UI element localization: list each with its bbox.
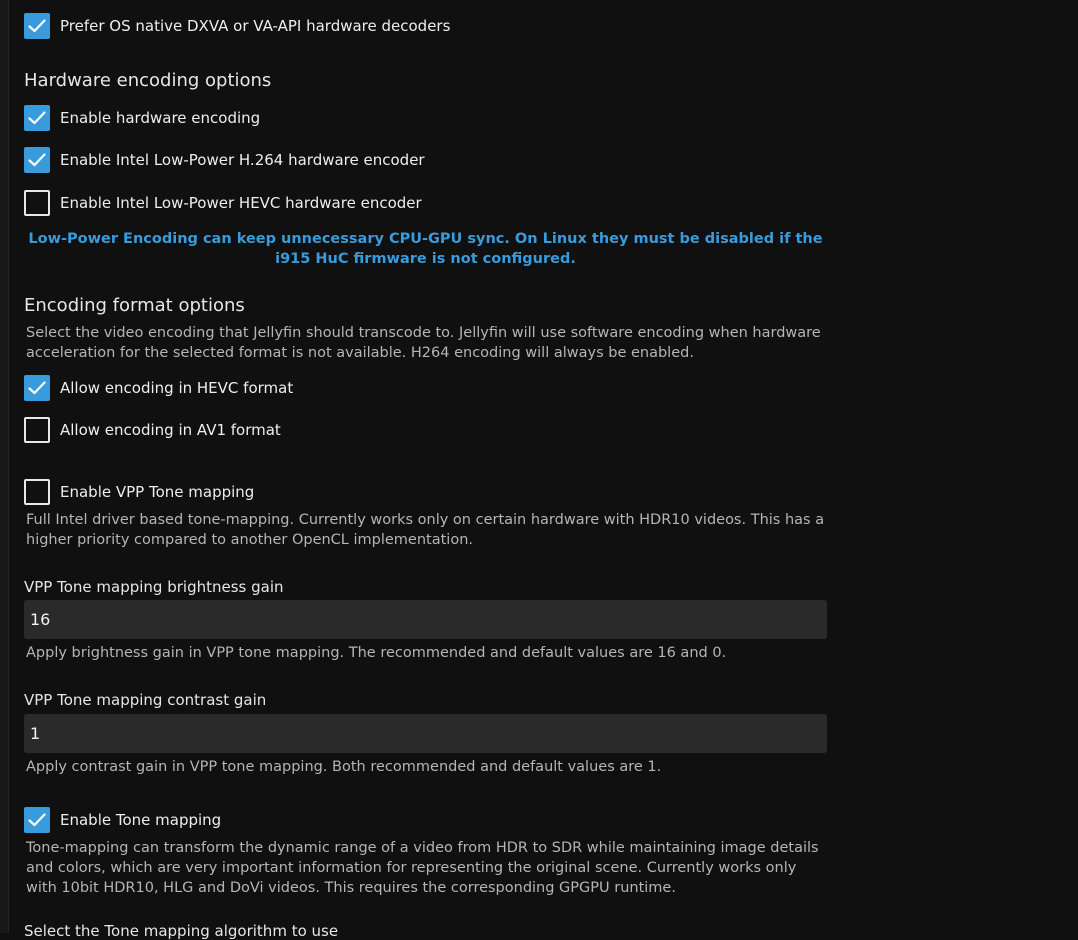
intel-lp-hevc-checkbox[interactable] bbox=[24, 190, 50, 216]
checkmark-icon bbox=[28, 19, 46, 33]
vpp-contrast-gain-input[interactable] bbox=[24, 714, 827, 753]
vpp-tone-mapping-row[interactable] bbox=[24, 478, 254, 506]
tone-mapping-checkbox[interactable] bbox=[24, 807, 50, 833]
tone-mapping-row[interactable] bbox=[24, 806, 221, 834]
allow-hevc-row[interactable] bbox=[24, 374, 293, 402]
intel-lp-hevc-row[interactable] bbox=[24, 189, 422, 217]
hardware-encoding-title: Hardware encoding options bbox=[24, 70, 272, 91]
checkmark-icon bbox=[28, 813, 46, 827]
checkmark-icon bbox=[28, 153, 46, 167]
prefer-native-decoders-checkbox[interactable] bbox=[24, 13, 50, 39]
left-scroll-edge bbox=[0, 0, 9, 933]
allow-av1-checkbox[interactable] bbox=[24, 417, 50, 443]
intel-lp-h264-label: Enable Intel Low-Power H.264 hardware encoder bbox=[60, 151, 425, 169]
intel-lp-h264-row[interactable] bbox=[24, 146, 425, 174]
prefer-native-decoders-row[interactable] bbox=[24, 12, 450, 40]
tone-mapping-algorithm-label: Select the Tone mapping algorithm to use bbox=[24, 922, 339, 940]
encoding-format-title: Encoding format options bbox=[24, 295, 245, 316]
enable-hw-encoding-checkbox[interactable] bbox=[24, 105, 50, 131]
intel-lp-h264-checkbox[interactable] bbox=[24, 147, 50, 173]
encoding-format-description: Select the video encoding that Jellyfin should transcode to. Jellyfin will use software encoding when hardware acceleration for the selected format is not available. H264 encoding will always be enabled. bbox=[26, 325, 821, 361]
vpp-contrast-gain-label: VPP Tone mapping contrast gain bbox=[24, 691, 267, 709]
allow-av1-row[interactable] bbox=[24, 416, 281, 444]
allow-av1-label: Allow encoding in AV1 format bbox=[60, 421, 281, 439]
intel-lp-hevc-label: Enable Intel Low-Power HEVC hardware encoder bbox=[60, 194, 422, 212]
vpp-tone-mapping-checkbox[interactable] bbox=[24, 479, 50, 505]
vpp-tone-mapping-label: Enable VPP Tone mapping bbox=[60, 483, 255, 501]
tone-mapping-description: Tone-mapping can transform the dynamic range of a video from HDR to SDR while maintaining image details and colors, which are very important information for representing the original scene. Currently works only with 10bit HDR10, HLG and DoVi videos. This requires the corresponding GPGPU runtime. bbox=[26, 840, 819, 896]
vpp-contrast-gain-help: Apply contrast gain in VPP tone mapping. Both recommended and default values are 1. bbox=[26, 759, 662, 775]
checkmark-icon bbox=[28, 111, 46, 125]
enable-hw-encoding-row[interactable] bbox=[24, 104, 260, 132]
checkmark-icon bbox=[28, 381, 46, 395]
allow-hevc-checkbox[interactable] bbox=[24, 375, 50, 401]
vpp-brightness-gain-input[interactable] bbox=[24, 600, 827, 639]
vpp-brightness-gain-help: Apply brightness gain in VPP tone mapping. The recommended and default values are 16 and 0. bbox=[26, 645, 727, 661]
prefer-native-decoders-label: Prefer OS native DXVA or VA-API hardware decoders bbox=[60, 17, 451, 35]
vpp-brightness-gain-label: VPP Tone mapping brightness gain bbox=[24, 578, 284, 596]
low-power-notice: Low-Power Encoding can keep unnecessary CPU-GPU sync. On Linux they must be disabled if the i915 HuC firmware is not configured. bbox=[28, 231, 823, 267]
vpp-tone-mapping-description: Full Intel driver based tone-mapping. Currently works only on certain hardware with HDR10 videos. This has a higher priority compared to another OpenCL implementation. bbox=[26, 512, 825, 548]
tone-mapping-label: Enable Tone mapping bbox=[60, 811, 222, 829]
enable-hw-encoding-label: Enable hardware encoding bbox=[60, 109, 261, 127]
allow-hevc-label: Allow encoding in HEVC format bbox=[60, 379, 294, 397]
